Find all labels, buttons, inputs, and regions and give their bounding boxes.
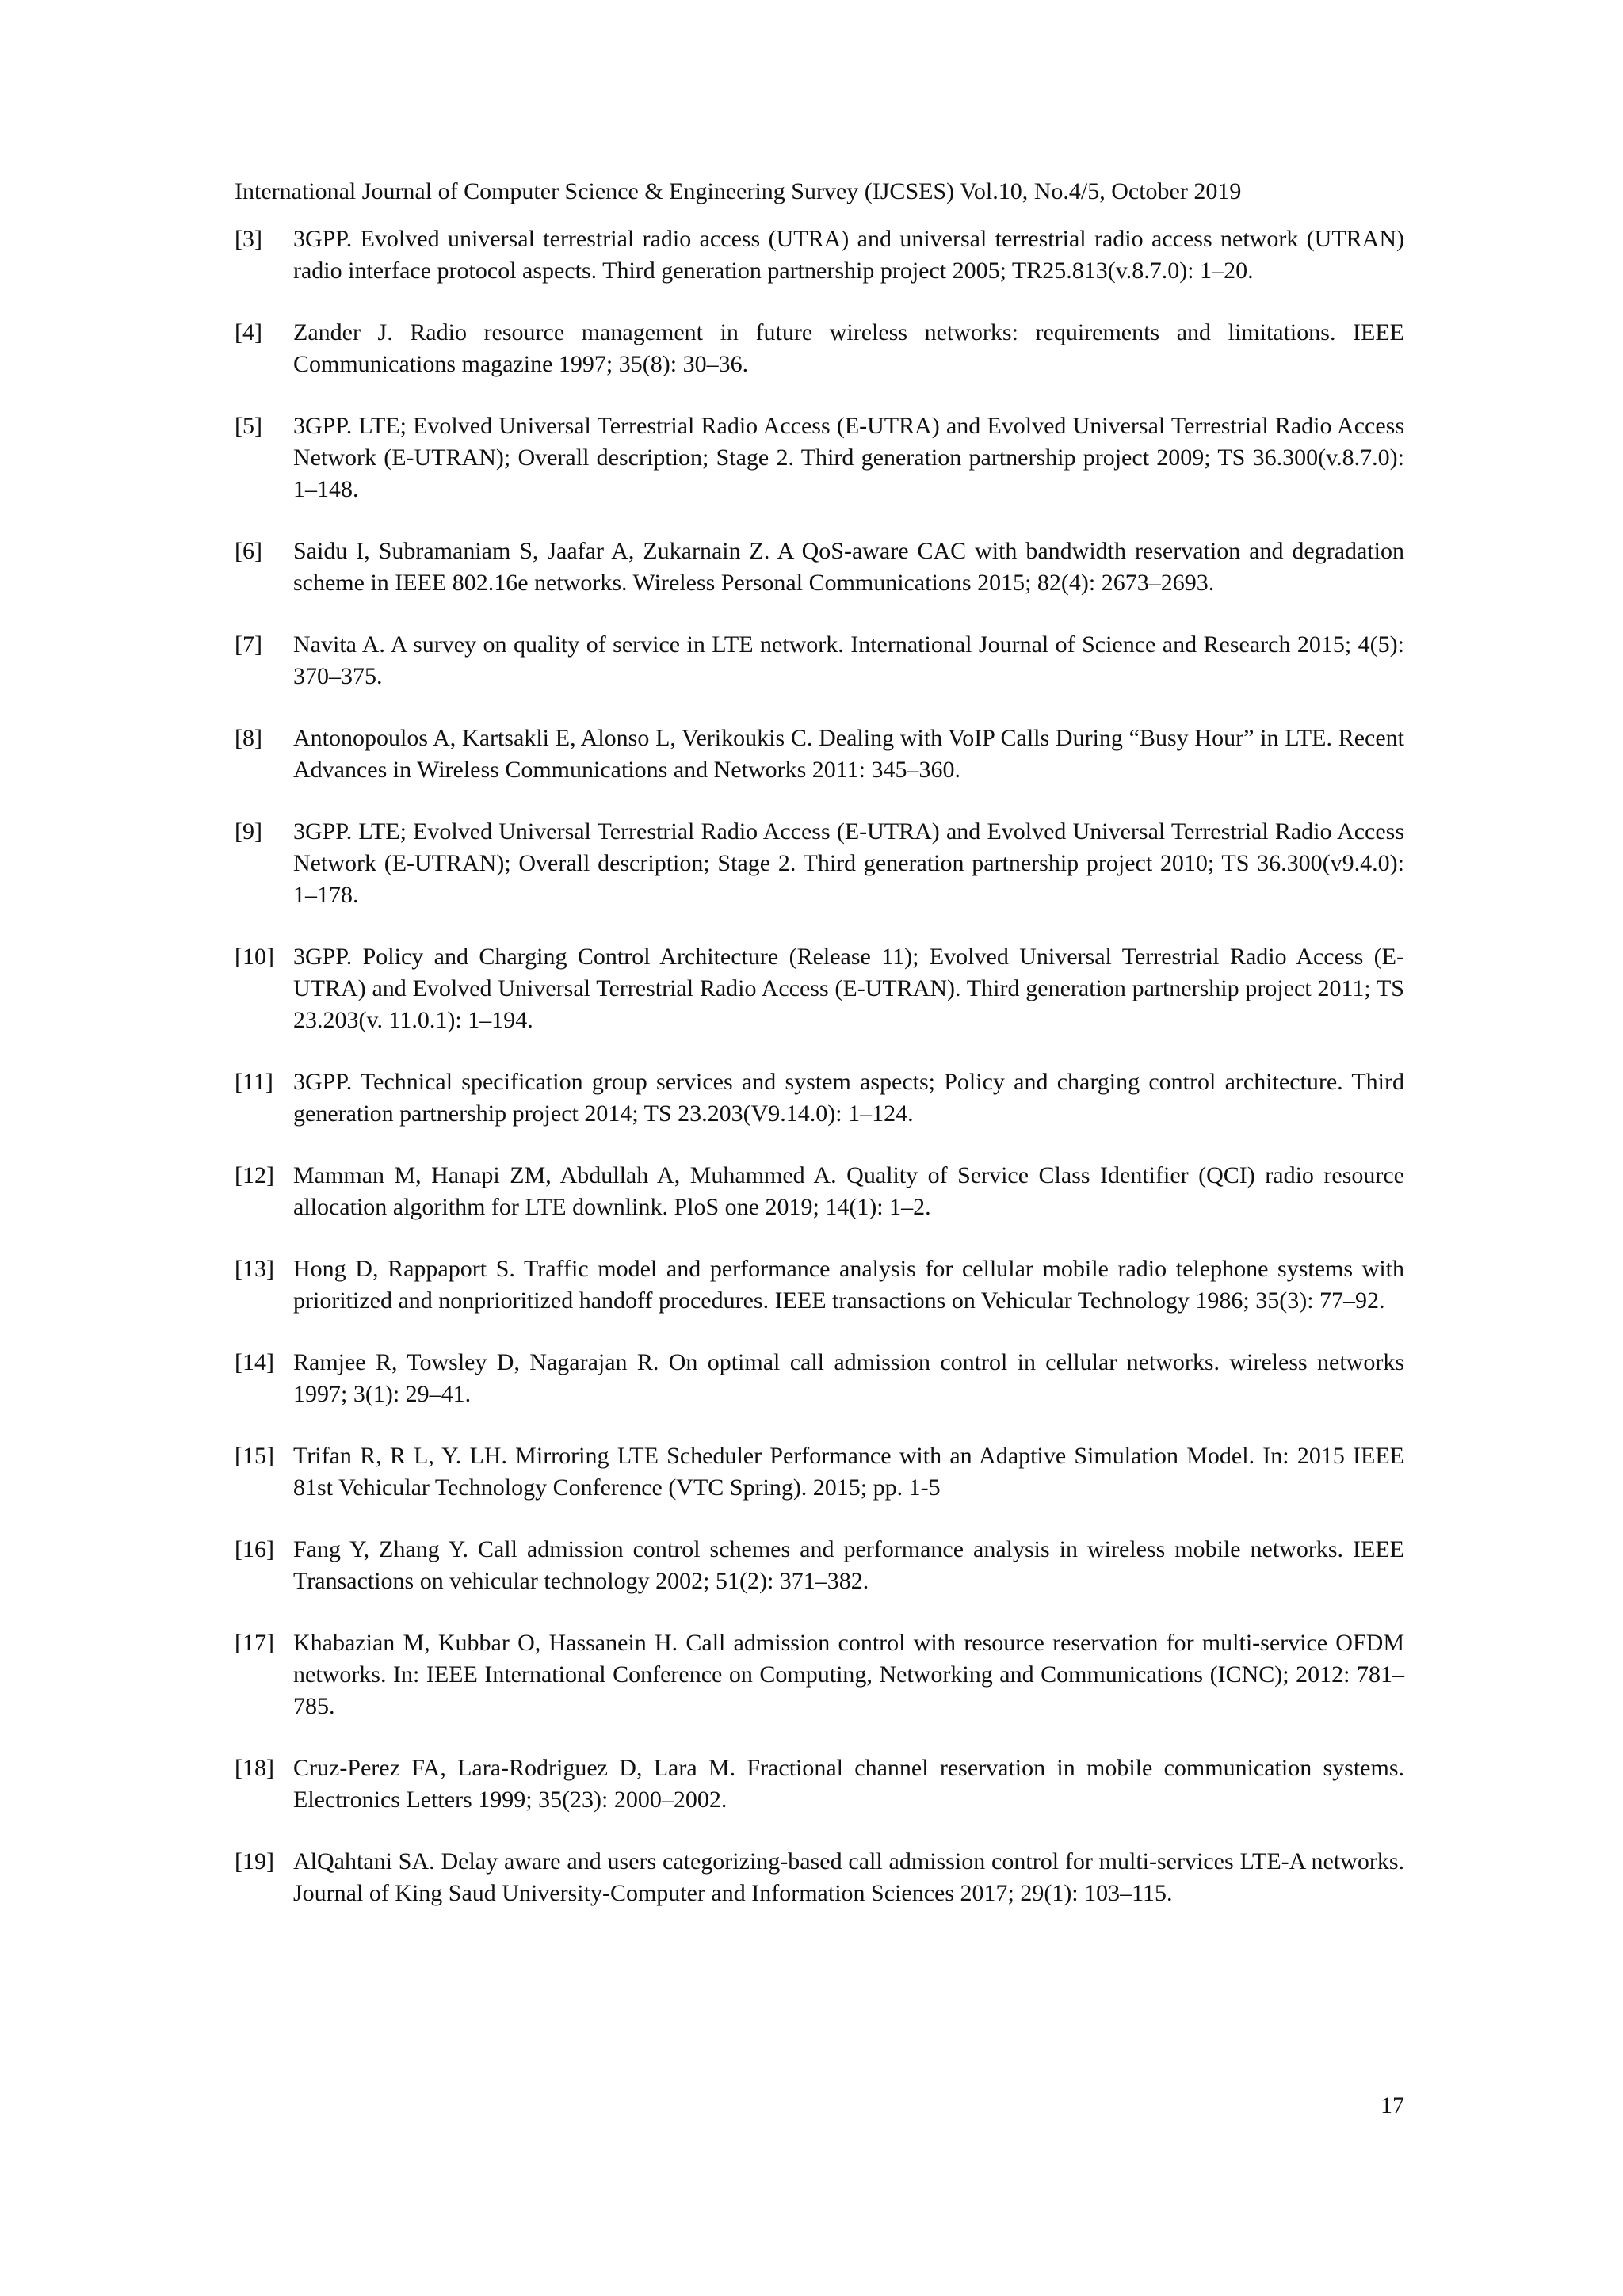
reference-number: [14] — [235, 1349, 274, 1375]
reference-item — [235, 317, 1404, 380]
reference-number: [12] — [235, 1162, 274, 1188]
reference-text: AlQahtani SA. Delay aware and users categorizing-based call admission control for multi-services LTE-A networks. Journal of King Saud University-Computer and Information Sciences 2017; 29(1): 103–115. — [293, 1848, 1404, 1906]
reference-number: [10] — [235, 944, 274, 970]
reference-text: Fang Y, Zhang Y. Call admission control schemes and performance analysis in wireless mobile networks. IEEE Transactions on vehicular technology 2002; 51(2): 371–382. — [293, 1536, 1404, 1594]
reference-text: 3GPP. LTE; Evolved Universal Terrestrial Radio Access (E-UTRA) and Evolved Universal Terrestrial Radio Access Network (E-UTRAN); Overall description; Stage 2. Third generation partnership project 2009; TS 36.300(v.8.7.0): 1–148. — [293, 413, 1404, 502]
page-number: 17 — [1381, 2092, 1404, 2119]
reference-item — [235, 723, 1404, 786]
reference-number: [17] — [235, 1630, 274, 1656]
reference-number: [9] — [235, 818, 262, 845]
reference-text: Antonopoulos A, Kartsakli E, Alonso L, Verikoukis C. Dealing with VoIP Calls During “Busy Hour” in LTE. Recent Advances in Wireless Communications and Networks 2011: 345–360. — [293, 725, 1404, 783]
reference-text: 3GPP. LTE; Evolved Universal Terrestrial Radio Access (E-UTRA) and Evolved Universal Terrestrial Radio Access Network (E-UTRAN); Overall description; Stage 2. Third generation partnership project 2010; TS 36.300(v9.4.0): 1–178. — [293, 818, 1404, 908]
reference-text: Navita A. A survey on quality of service in LTE network. International Journal of Science and Research 2015; 4(5): 370–375. — [293, 631, 1404, 689]
reference-item — [235, 941, 1404, 1036]
reference-item — [235, 410, 1404, 505]
reference-item — [235, 536, 1404, 599]
reference-text: 3GPP. Policy and Charging Control Architecture (Release 11); Evolved Universal Terrestrial Radio Access (E-UTRA) and Evolved Universal Terrestrial Radio Access (E-UTRAN). Third generation partnership project 2011; TS 23.203(v. 11.0.1): 1–194. — [293, 944, 1404, 1033]
reference-number: [4] — [235, 319, 262, 345]
reference-text: 3GPP. Technical specification group services and system aspects; Policy and charging control architecture. Third generation partnership project 2014; TS 23.203(V9.14.0): 1–124. — [293, 1069, 1404, 1127]
reference-item — [235, 1753, 1404, 1816]
reference-number: [5] — [235, 413, 262, 439]
reference-text: 3GPP. Evolved universal terrestrial radio access (UTRA) and universal terrestrial radio access network (UTRAN) radio interface protocol aspects. Third generation partnership project 2005; TR25.813(v.8.7.0): 1–20. — [293, 226, 1404, 284]
reference-number: [18] — [235, 1755, 274, 1781]
reference-item — [235, 1347, 1404, 1410]
reference-item — [235, 1440, 1404, 1504]
reference-text: Ramjee R, Towsley D, Nagarajan R. On optimal call admission control in cellular networks. wireless networks 1997; 3(1): 29–41. — [293, 1349, 1404, 1407]
reference-item — [235, 1066, 1404, 1130]
reference-number: [7] — [235, 631, 262, 658]
reference-text: Hong D, Rappaport S. Traffic model and performance analysis for cellular mobile radio telephone systems with prioritized and nonprioritized handoff procedures. IEEE transactions on Vehicular Technology 1986; 35(3): 77–92. — [293, 1256, 1404, 1314]
reference-text: Saidu I, Subramaniam S, Jaafar A, Zukarnain Z. A QoS-aware CAC with bandwidth reservation and degradation scheme in IEEE 802.16e networks. Wireless Personal Communications 2015; 82(4): 2673–2693. — [293, 538, 1404, 596]
reference-number: [15] — [235, 1443, 274, 1469]
reference-text: Cruz-Perez FA, Lara-Rodriguez D, Lara M. Fractional channel reservation in mobile communication systems. Electronics Letters 1999; 35(23): 2000–2002. — [293, 1755, 1404, 1813]
reference-item — [235, 1534, 1404, 1597]
reference-number: [11] — [235, 1069, 273, 1095]
reference-number: [6] — [235, 538, 262, 564]
reference-item — [235, 629, 1404, 692]
reference-text: Zander J. Radio resource management in future wireless networks: requirements and limitations. IEEE Communications magazine 1997; 35(8): 30–36. — [293, 319, 1404, 377]
running-header: International Journal of Computer Science & Engineering Survey (IJCSES) Vol.10, No.4/5, October 2019 — [235, 178, 1242, 204]
reference-number: [13] — [235, 1256, 274, 1282]
reference-item — [235, 223, 1404, 287]
reference-text: Mamman M, Hanapi ZM, Abdullah A, Muhammed A. Quality of Service Class Identifier (QCI) radio resource allocation algorithm for LTE downlink. PloS one 2019; 14(1): 1–2. — [293, 1162, 1404, 1220]
reference-list — [235, 223, 1404, 1939]
reference-item — [235, 1846, 1404, 1909]
reference-text: Khabazian M, Kubbar O, Hassanein H. Call admission control with resource reservation for multi-service OFDM networks. In: IEEE International Conference on Computing, Networking and Communications (ICNC); 2012: 781–785. — [293, 1630, 1404, 1719]
reference-number: [3] — [235, 226, 262, 252]
reference-number: [16] — [235, 1536, 274, 1562]
reference-number: [19] — [235, 1848, 274, 1875]
reference-text: Trifan R, R L, Y. LH. Mirroring LTE Scheduler Performance with an Adaptive Simulation Model. In: 2015 IEEE 81st Vehicular Technology Conference (VTC Spring). 2015; pp. 1-5 — [293, 1443, 1404, 1501]
reference-item — [235, 1627, 1404, 1722]
reference-item — [235, 1160, 1404, 1223]
reference-number: [8] — [235, 725, 262, 751]
reference-item — [235, 1253, 1404, 1317]
reference-item — [235, 816, 1404, 911]
